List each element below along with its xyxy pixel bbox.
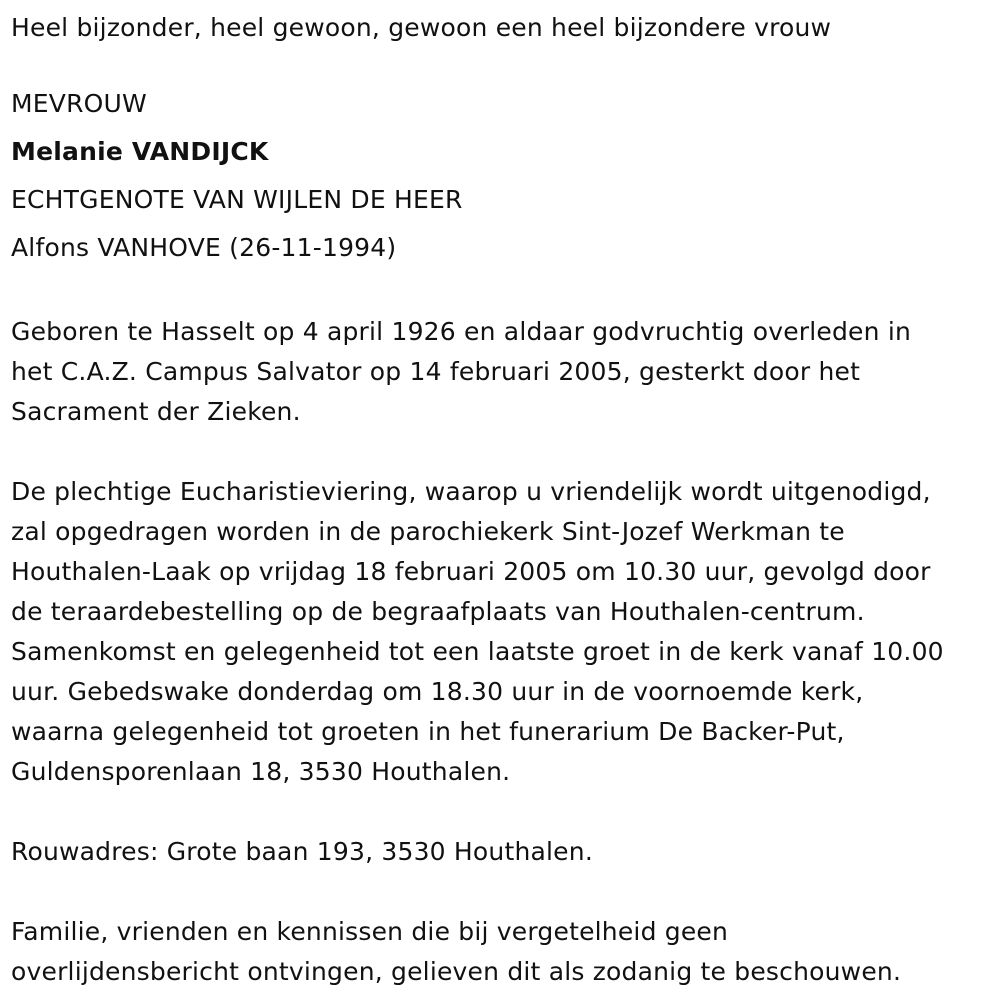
ceremony-paragraph bbox=[11, 472, 996, 792]
title-prefix: MEVROUW bbox=[11, 89, 147, 118]
deceased-name: Melanie VANDIJCK bbox=[11, 137, 269, 166]
closing-paragraph bbox=[11, 912, 996, 992]
spouse-line: Alfons VANHOVE (26-11-1994) bbox=[11, 233, 397, 262]
spacer bbox=[11, 872, 996, 912]
paragraph-line: De plechtige Eucharistieviering, waarop u vriendelijk wordt uitgenodigd, bbox=[11, 477, 931, 506]
relation-line: ECHTGENOTE VAN WIJLEN DE HEER bbox=[11, 185, 463, 214]
paragraph-line: de teraardebestelling op de begraafplaats van Houthalen-centrum. bbox=[11, 597, 865, 626]
paragraph-line: overlijdensbericht ontvingen, gelieven dit als zodanig te beschouwen. bbox=[11, 957, 902, 986]
spacer bbox=[11, 272, 996, 312]
paragraph-line: Guldensporenlaan 18, 3530 Houthalen. bbox=[11, 757, 511, 786]
paragraph-line: het C.A.Z. Campus Salvator op 14 februari 2005, gesterkt door het bbox=[11, 357, 861, 386]
paragraph-line: Sacrament der Zieken. bbox=[11, 397, 301, 426]
paragraph-line: Familie, vrienden en kennissen die bij vergetelheid geen bbox=[11, 917, 729, 946]
spacer bbox=[11, 48, 996, 80]
mourning-address: Rouwadres: Grote baan 193, 3530 Houthalen. bbox=[11, 837, 593, 866]
spacer bbox=[11, 792, 996, 832]
paragraph-line: waarna gelegenheid tot groeten in het funerarium De Backer-Put, bbox=[11, 717, 845, 746]
birth-paragraph bbox=[11, 312, 996, 432]
paragraph-line: Geboren te Hasselt op 4 april 1926 en aldaar godvruchtig overleden in bbox=[11, 317, 912, 346]
spacer bbox=[11, 432, 996, 472]
obituary-notice bbox=[11, 8, 996, 992]
paragraph-line: Houthalen-Laak op vrijdag 18 februari 2005 om 10.30 uur, gevolgd door bbox=[11, 557, 931, 586]
tagline: Heel bijzonder, heel gewoon, gewoon een heel bijzondere vrouw bbox=[11, 13, 832, 42]
paragraph-line: uur. Gebedswake donderdag om 18.30 uur in de voornoemde kerk, bbox=[11, 677, 864, 706]
paragraph-line: Samenkomst en gelegenheid tot een laatste groet in de kerk vanaf 10.00 bbox=[11, 637, 944, 666]
paragraph-line: zal opgedragen worden in de parochiekerk Sint-Jozef Werkman te bbox=[11, 517, 845, 546]
